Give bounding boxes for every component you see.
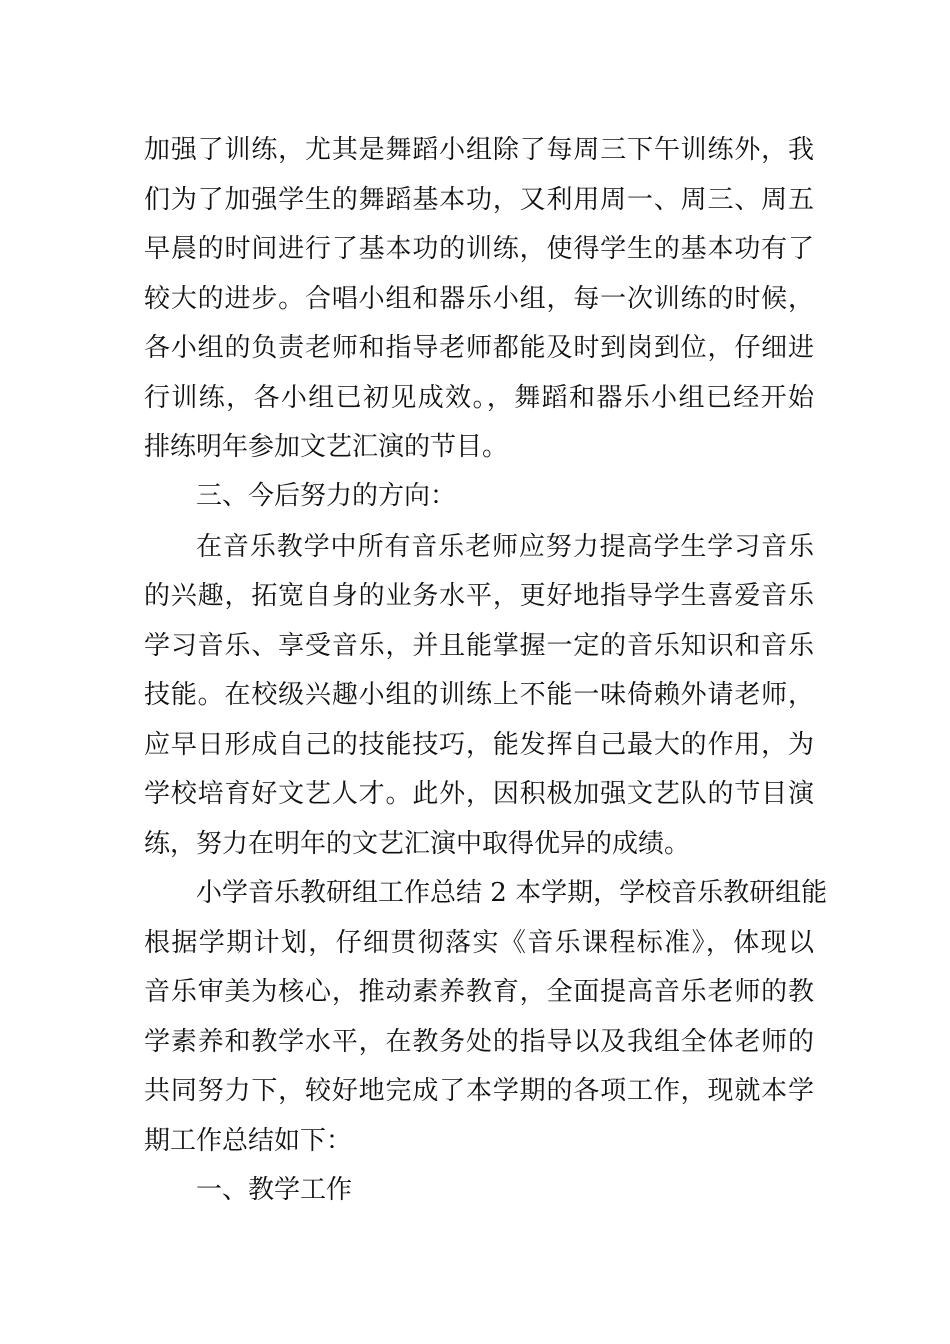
- text-line: 学素养和教学水平，在教务处的指导以及我组全体老师的: [144, 1027, 814, 1057]
- section-heading: 一、教学工作: [196, 1175, 353, 1205]
- text-line: 应早日形成自己的技能技巧，能发挥自己最大的作用，为: [144, 730, 814, 760]
- text-line: 技能。在校级兴趣小组的训练上不能一味倚赖外请老师，: [144, 680, 814, 710]
- text-line: 共同努力下，较好地完成了本学期的各项工作，现就本学: [144, 1076, 814, 1106]
- text-line: 学校培育好文艺人才。此外，因积极加强文艺队的节目演: [144, 779, 814, 809]
- text-line: 期工作总结如下：: [144, 1126, 353, 1156]
- text-line: 的兴趣，拓宽自身的业务水平，更好地指导学生喜爱音乐: [144, 581, 814, 611]
- section-heading: 三、今后努力的方向：: [196, 481, 457, 511]
- text-line: 音乐审美为核心，推动素养教育，全面提高音乐老师的教: [144, 977, 814, 1007]
- text-line: 根据学期计划，仔细贯彻落实《音乐课程标准》，体现以: [144, 928, 814, 958]
- text-line: 练，努力在明年的文艺汇演中取得优异的成绩。: [144, 829, 691, 859]
- text-line: 排练明年参加文艺汇演的节目。: [144, 432, 509, 462]
- text-line: 加强了训练，尤其是舞蹈小组除了每周三下午训练外，我: [144, 135, 814, 165]
- text-line: 学习音乐、享受音乐，并且能掌握一定的音乐知识和音乐: [144, 631, 814, 661]
- text-line: 行训练，各小组已初见成效。，舞蹈和器乐小组已经开始: [144, 383, 814, 413]
- text-line: 较大的进步。合唱小组和器乐小组，每一次训练的时候，: [144, 284, 814, 314]
- text-line: 们为了加强学生的舞蹈基本功，又利用周一、周三、周五: [144, 185, 814, 215]
- text-line: 各小组的负责老师和指导老师都能及时到岗到位，仔细进: [144, 333, 814, 363]
- text-line: 在音乐教学中所有音乐老师应努力提高学生学习音乐: [196, 532, 814, 562]
- text-line: 小学音乐教研组工作总结 2 本学期，学校音乐教研组能: [196, 878, 828, 908]
- text-line: 早晨的时间进行了基本功的训练，使得学生的基本功有了: [144, 234, 814, 264]
